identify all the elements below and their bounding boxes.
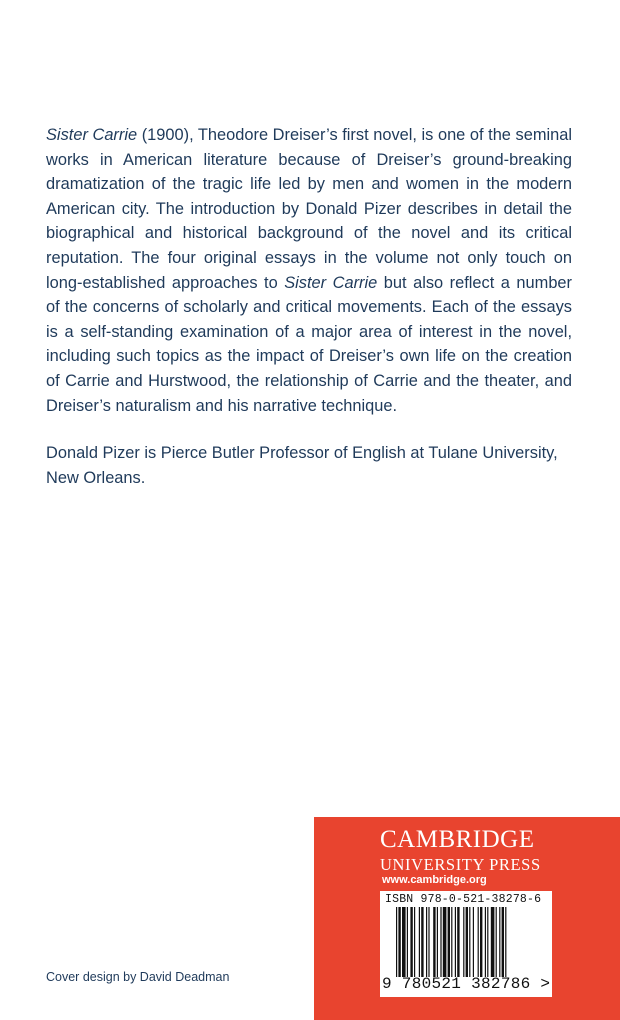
barcode — [380, 891, 552, 997]
blurb-text-1: (1900), Theodore Dreiser’s first novel, is one of the seminal works in American literature because of Dreiser’s ground-breaking dramatization of the tragic life led by men and women in the modern American city. The introduction by Donald Pizer describes in detail the biographical and historical background of the novel and its critical reputation. The four original essays in the volume not only touch on long-established approaches to — [46, 126, 572, 292]
barcode-stripe — [480, 907, 482, 977]
barcode-stripe — [485, 907, 486, 977]
blurb-paragraph — [46, 123, 572, 418]
barcode-stripe — [457, 907, 459, 977]
barcode-stripe — [487, 907, 488, 977]
barcode-stripe — [426, 907, 427, 977]
barcode-digits: 9 780521 382786 > — [382, 975, 551, 993]
barcode-stripe — [478, 907, 479, 977]
cover-design-credit: Cover design by David Deadman — [46, 970, 230, 984]
barcode-stripe — [455, 907, 456, 977]
book-title-italic-2: Sister Carrie — [284, 273, 378, 292]
author-bio: Donald Pizer is Pierce Butler Professor of English at Tulane University, New Orleans. — [46, 444, 558, 487]
barcode-stripe — [473, 907, 474, 977]
blurb-text-2: but also reflect a number of the concerns of scholarly and critical movements. Each of the essays is a self-standing examination of a major area of interest in the novel, including such topics as the impact of Dreiser’s own life on the creation of Carrie and Hurstwood, the relationship of Carrie and the theater, and Dreiser’s naturalism and his narrative technique. — [46, 273, 573, 415]
publisher-press: UNIVERSITY PRESS — [380, 855, 541, 874]
barcode-stripe — [466, 907, 468, 977]
barcode-stripe — [407, 907, 408, 977]
barcode-stripe — [398, 907, 400, 977]
barcode-stripe — [499, 907, 500, 977]
publisher-panel — [314, 817, 620, 1020]
barcode-stripe — [421, 907, 423, 977]
barcode-stripe — [496, 907, 497, 977]
barcode-stripe — [505, 907, 506, 977]
barcode-stripe — [502, 907, 504, 977]
barcode-stripe — [448, 907, 450, 977]
barcode-stripe — [428, 907, 429, 977]
barcode-stripe — [491, 907, 495, 977]
barcode-stripe — [402, 907, 406, 977]
barcode-stripe — [469, 907, 470, 977]
barcode-stripe — [437, 907, 438, 977]
barcode-stripe — [410, 907, 412, 977]
book-title-italic: Sister Carrie — [46, 126, 138, 144]
barcode-bars — [396, 907, 546, 977]
barcode-stripe — [419, 907, 420, 977]
barcode-stripe — [440, 907, 441, 977]
barcode-stripe — [443, 907, 447, 977]
barcode-stripe — [463, 907, 464, 977]
isbn-label: ISBN 978-0-521-38278-6 — [385, 893, 542, 906]
barcode-stripe — [396, 907, 397, 977]
barcode-stripe — [451, 907, 452, 977]
barcode-stripe — [433, 907, 435, 977]
publisher-name: CAMBRIDGE — [380, 826, 535, 853]
barcode-stripe — [414, 907, 415, 977]
publisher-url: www.cambridge.org — [382, 874, 487, 886]
